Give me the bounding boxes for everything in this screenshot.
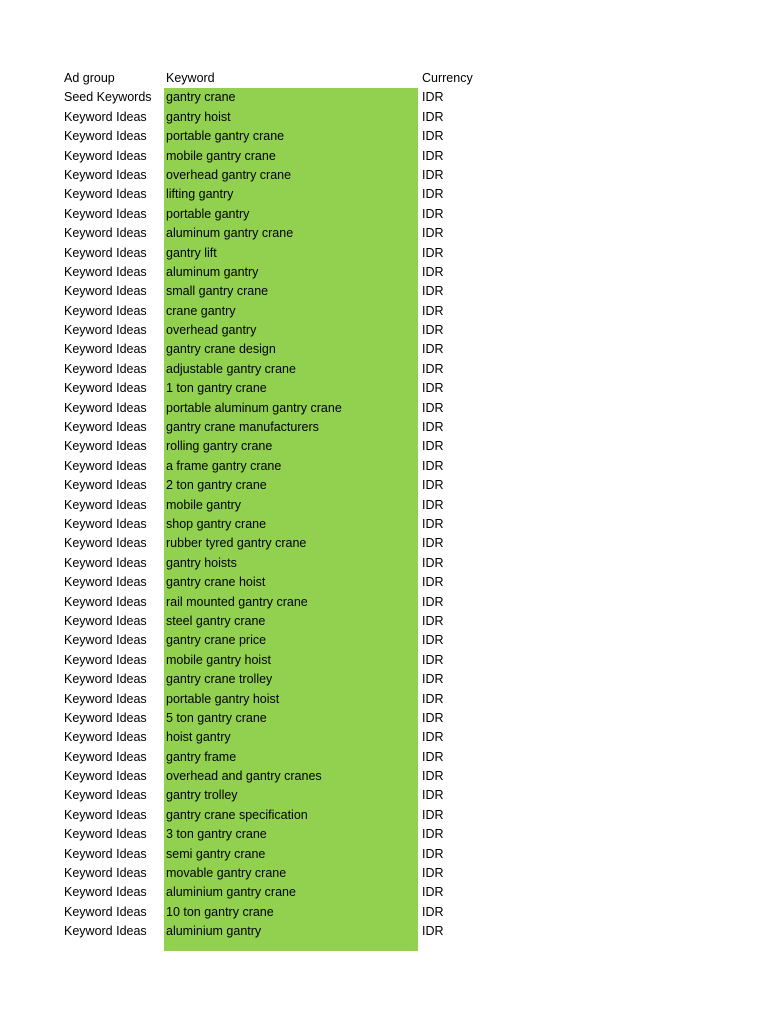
currency-cell: IDR	[422, 478, 444, 493]
ad-group-cell: Keyword Ideas	[64, 303, 147, 318]
currency-cell: IDR	[422, 730, 444, 745]
ad-group-cell: Keyword Ideas	[64, 788, 147, 803]
ad-group-cell: Keyword Ideas	[64, 342, 147, 357]
ad-group-cell: Seed Keywords	[64, 90, 152, 105]
currency-cell: IDR	[422, 652, 444, 667]
ad-group-cell: Keyword Ideas	[64, 846, 147, 861]
keyword-cell: rail mounted gantry crane	[164, 593, 418, 612]
keyword-sheet	[64, 69, 502, 942]
table-row	[64, 147, 502, 166]
keyword-cell: portable gantry crane	[164, 127, 418, 146]
table-row	[64, 302, 502, 321]
keyword-cell: gantry lift	[164, 244, 418, 263]
table-row	[64, 883, 502, 902]
currency-cell: IDR	[422, 381, 444, 396]
keyword-cell: gantry frame	[164, 748, 418, 767]
table-row	[64, 321, 502, 340]
ad-group-cell: Keyword Ideas	[64, 226, 147, 241]
ad-group-cell: Keyword Ideas	[64, 866, 147, 881]
ad-group-cell: Keyword Ideas	[64, 710, 147, 725]
keyword-cell: overhead and gantry cranes	[164, 767, 418, 786]
keyword-cell: overhead gantry crane	[164, 166, 418, 185]
keyword-cell: mobile gantry crane	[164, 147, 418, 166]
keyword-cell: gantry crane design	[164, 340, 418, 359]
keyword-cell: overhead gantry	[164, 321, 418, 340]
keyword-cell: mobile gantry	[164, 496, 418, 515]
table-row	[64, 922, 502, 941]
table-row	[64, 166, 502, 185]
ad-group-cell: Keyword Ideas	[64, 420, 147, 435]
table-row	[64, 845, 502, 864]
currency-cell: IDR	[422, 206, 444, 221]
keyword-cell: steel gantry crane	[164, 612, 418, 631]
keyword-cell: gantry hoist	[164, 108, 418, 127]
ad-group-cell: Keyword Ideas	[64, 691, 147, 706]
table-row	[64, 88, 502, 107]
table-row	[64, 437, 502, 456]
currency-cell: IDR	[422, 536, 444, 551]
table-row	[64, 728, 502, 747]
ad-group-cell: Keyword Ideas	[64, 885, 147, 900]
ad-group-cell: Keyword Ideas	[64, 516, 147, 531]
currency-cell: IDR	[422, 497, 444, 512]
table-row	[64, 593, 502, 612]
currency-cell: IDR	[422, 885, 444, 900]
table-row	[64, 534, 502, 553]
keyword-cell: portable gantry hoist	[164, 690, 418, 709]
ad-group-cell: Keyword Ideas	[64, 439, 147, 454]
currency-cell: IDR	[422, 129, 444, 144]
keyword-cell: portable aluminum gantry crane	[164, 399, 418, 418]
keyword-cell: 1 ton gantry crane	[164, 379, 418, 398]
keyword-cell: rolling gantry crane	[164, 437, 418, 456]
currency-cell: IDR	[422, 672, 444, 687]
table-row	[64, 825, 502, 844]
currency-cell: IDR	[422, 807, 444, 822]
keyword-cell: gantry hoists	[164, 554, 418, 573]
table-row	[64, 903, 502, 922]
table-row	[64, 263, 502, 282]
currency-cell: IDR	[422, 187, 444, 202]
table-row	[64, 399, 502, 418]
keyword-cell: crane gantry	[164, 302, 418, 321]
table-row	[64, 244, 502, 263]
keyword-cell: a frame gantry crane	[164, 457, 418, 476]
ad-group-cell: Keyword Ideas	[64, 109, 147, 124]
ad-group-cell: Keyword Ideas	[64, 730, 147, 745]
table-row	[64, 476, 502, 495]
currency-cell: IDR	[422, 594, 444, 609]
keyword-cell: hoist gantry	[164, 728, 418, 747]
currency-cell: IDR	[422, 109, 444, 124]
table-row	[64, 127, 502, 146]
keyword-cell: gantry crane specification	[164, 806, 418, 825]
keyword-cell: movable gantry crane	[164, 864, 418, 883]
ad-group-cell: Keyword Ideas	[64, 323, 147, 338]
keyword-cell: gantry crane price	[164, 631, 418, 650]
table-row	[64, 282, 502, 301]
currency-cell: IDR	[422, 846, 444, 861]
currency-cell: IDR	[422, 575, 444, 590]
currency-cell: IDR	[422, 788, 444, 803]
currency-header: Currency	[422, 71, 473, 85]
ad-group-cell: Keyword Ideas	[64, 769, 147, 784]
ad-group-cell: Keyword Ideas	[64, 381, 147, 396]
table-row	[64, 554, 502, 573]
table-row	[64, 515, 502, 534]
data-rows	[64, 88, 502, 941]
currency-cell: IDR	[422, 245, 444, 260]
keyword-cell: gantry trolley	[164, 786, 418, 805]
table-row	[64, 340, 502, 359]
currency-cell: IDR	[422, 167, 444, 182]
currency-cell: IDR	[422, 303, 444, 318]
currency-cell: IDR	[422, 827, 444, 842]
currency-cell: IDR	[422, 710, 444, 725]
table-row	[64, 457, 502, 476]
table-row	[64, 806, 502, 825]
table-row	[64, 418, 502, 437]
keyword-cell: 5 ton gantry crane	[164, 709, 418, 728]
keyword-cell: mobile gantry hoist	[164, 651, 418, 670]
table-row	[64, 205, 502, 224]
ad-group-cell: Keyword Ideas	[64, 652, 147, 667]
currency-cell: IDR	[422, 264, 444, 279]
table-row	[64, 379, 502, 398]
keyword-cell: gantry crane hoist	[164, 573, 418, 592]
currency-cell: IDR	[422, 555, 444, 570]
keyword-cell: portable gantry	[164, 205, 418, 224]
keyword-cell: 2 ton gantry crane	[164, 476, 418, 495]
ad-group-cell: Keyword Ideas	[64, 129, 147, 144]
keyword-cell: rubber tyred gantry crane	[164, 534, 418, 553]
keyword-cell: small gantry crane	[164, 282, 418, 301]
keyword-cell: aluminium gantry crane	[164, 883, 418, 902]
currency-cell: IDR	[422, 420, 444, 435]
table-row	[64, 496, 502, 515]
currency-cell: IDR	[422, 769, 444, 784]
table-row	[64, 690, 502, 709]
currency-cell: IDR	[422, 439, 444, 454]
currency-cell: IDR	[422, 400, 444, 415]
keyword-cell: shop gantry crane	[164, 515, 418, 534]
ad-group-cell: Keyword Ideas	[64, 827, 147, 842]
table-row	[64, 651, 502, 670]
table-row	[64, 612, 502, 631]
ad-group-cell: Keyword Ideas	[64, 924, 147, 939]
table-row	[64, 108, 502, 127]
keyword-cell: gantry crane manufacturers	[164, 418, 418, 437]
ad-group-cell: Keyword Ideas	[64, 497, 147, 512]
ad-group-cell: Keyword Ideas	[64, 575, 147, 590]
currency-cell: IDR	[422, 904, 444, 919]
table-row	[64, 864, 502, 883]
currency-cell: IDR	[422, 866, 444, 881]
ad-group-cell: Keyword Ideas	[64, 904, 147, 919]
table-row	[64, 709, 502, 728]
ad-group-cell: Keyword Ideas	[64, 478, 147, 493]
table-row	[64, 224, 502, 243]
ad-group-cell: Keyword Ideas	[64, 536, 147, 551]
ad-group-cell: Keyword Ideas	[64, 206, 147, 221]
currency-cell: IDR	[422, 342, 444, 357]
keyword-cell: 10 ton gantry crane	[164, 903, 418, 922]
keyword-cell: adjustable gantry crane	[164, 360, 418, 379]
currency-cell: IDR	[422, 613, 444, 628]
ad-group-cell: Keyword Ideas	[64, 361, 147, 376]
ad-group-cell: Keyword Ideas	[64, 400, 147, 415]
currency-cell: IDR	[422, 361, 444, 376]
currency-cell: IDR	[422, 633, 444, 648]
table-row	[64, 786, 502, 805]
currency-cell: IDR	[422, 323, 444, 338]
currency-cell: IDR	[422, 691, 444, 706]
keyword-cell: gantry crane trolley	[164, 670, 418, 689]
ad-group-cell: Keyword Ideas	[64, 633, 147, 648]
currency-cell: IDR	[422, 458, 444, 473]
keyword-cell: aluminum gantry crane	[164, 224, 418, 243]
ad-group-header: Ad group	[64, 71, 115, 85]
keyword-cell: gantry crane	[164, 88, 418, 107]
ad-group-cell: Keyword Ideas	[64, 672, 147, 687]
ad-group-cell: Keyword Ideas	[64, 555, 147, 570]
header-row	[64, 69, 502, 88]
keyword-cell: aluminium gantry	[164, 922, 418, 951]
currency-cell: IDR	[422, 516, 444, 531]
keyword-cell: aluminum gantry	[164, 263, 418, 282]
ad-group-cell: Keyword Ideas	[64, 284, 147, 299]
currency-cell: IDR	[422, 749, 444, 764]
keyword-cell: 3 ton gantry crane	[164, 825, 418, 844]
ad-group-cell: Keyword Ideas	[64, 167, 147, 182]
table-row	[64, 360, 502, 379]
keyword-cell: semi gantry crane	[164, 845, 418, 864]
currency-cell: IDR	[422, 90, 444, 105]
currency-cell: IDR	[422, 148, 444, 163]
ad-group-cell: Keyword Ideas	[64, 613, 147, 628]
table-row	[64, 573, 502, 592]
ad-group-cell: Keyword Ideas	[64, 264, 147, 279]
ad-group-cell: Keyword Ideas	[64, 148, 147, 163]
keyword-header: Keyword	[166, 71, 215, 85]
table-row	[64, 670, 502, 689]
ad-group-cell: Keyword Ideas	[64, 245, 147, 260]
ad-group-cell: Keyword Ideas	[64, 807, 147, 822]
table-row	[64, 748, 502, 767]
table-row	[64, 185, 502, 204]
table-row	[64, 631, 502, 650]
table-row	[64, 767, 502, 786]
ad-group-cell: Keyword Ideas	[64, 594, 147, 609]
ad-group-cell: Keyword Ideas	[64, 749, 147, 764]
currency-cell: IDR	[422, 284, 444, 299]
ad-group-cell: Keyword Ideas	[64, 187, 147, 202]
currency-cell: IDR	[422, 924, 444, 939]
ad-group-cell: Keyword Ideas	[64, 458, 147, 473]
keyword-cell: lifting gantry	[164, 185, 418, 204]
currency-cell: IDR	[422, 226, 444, 241]
